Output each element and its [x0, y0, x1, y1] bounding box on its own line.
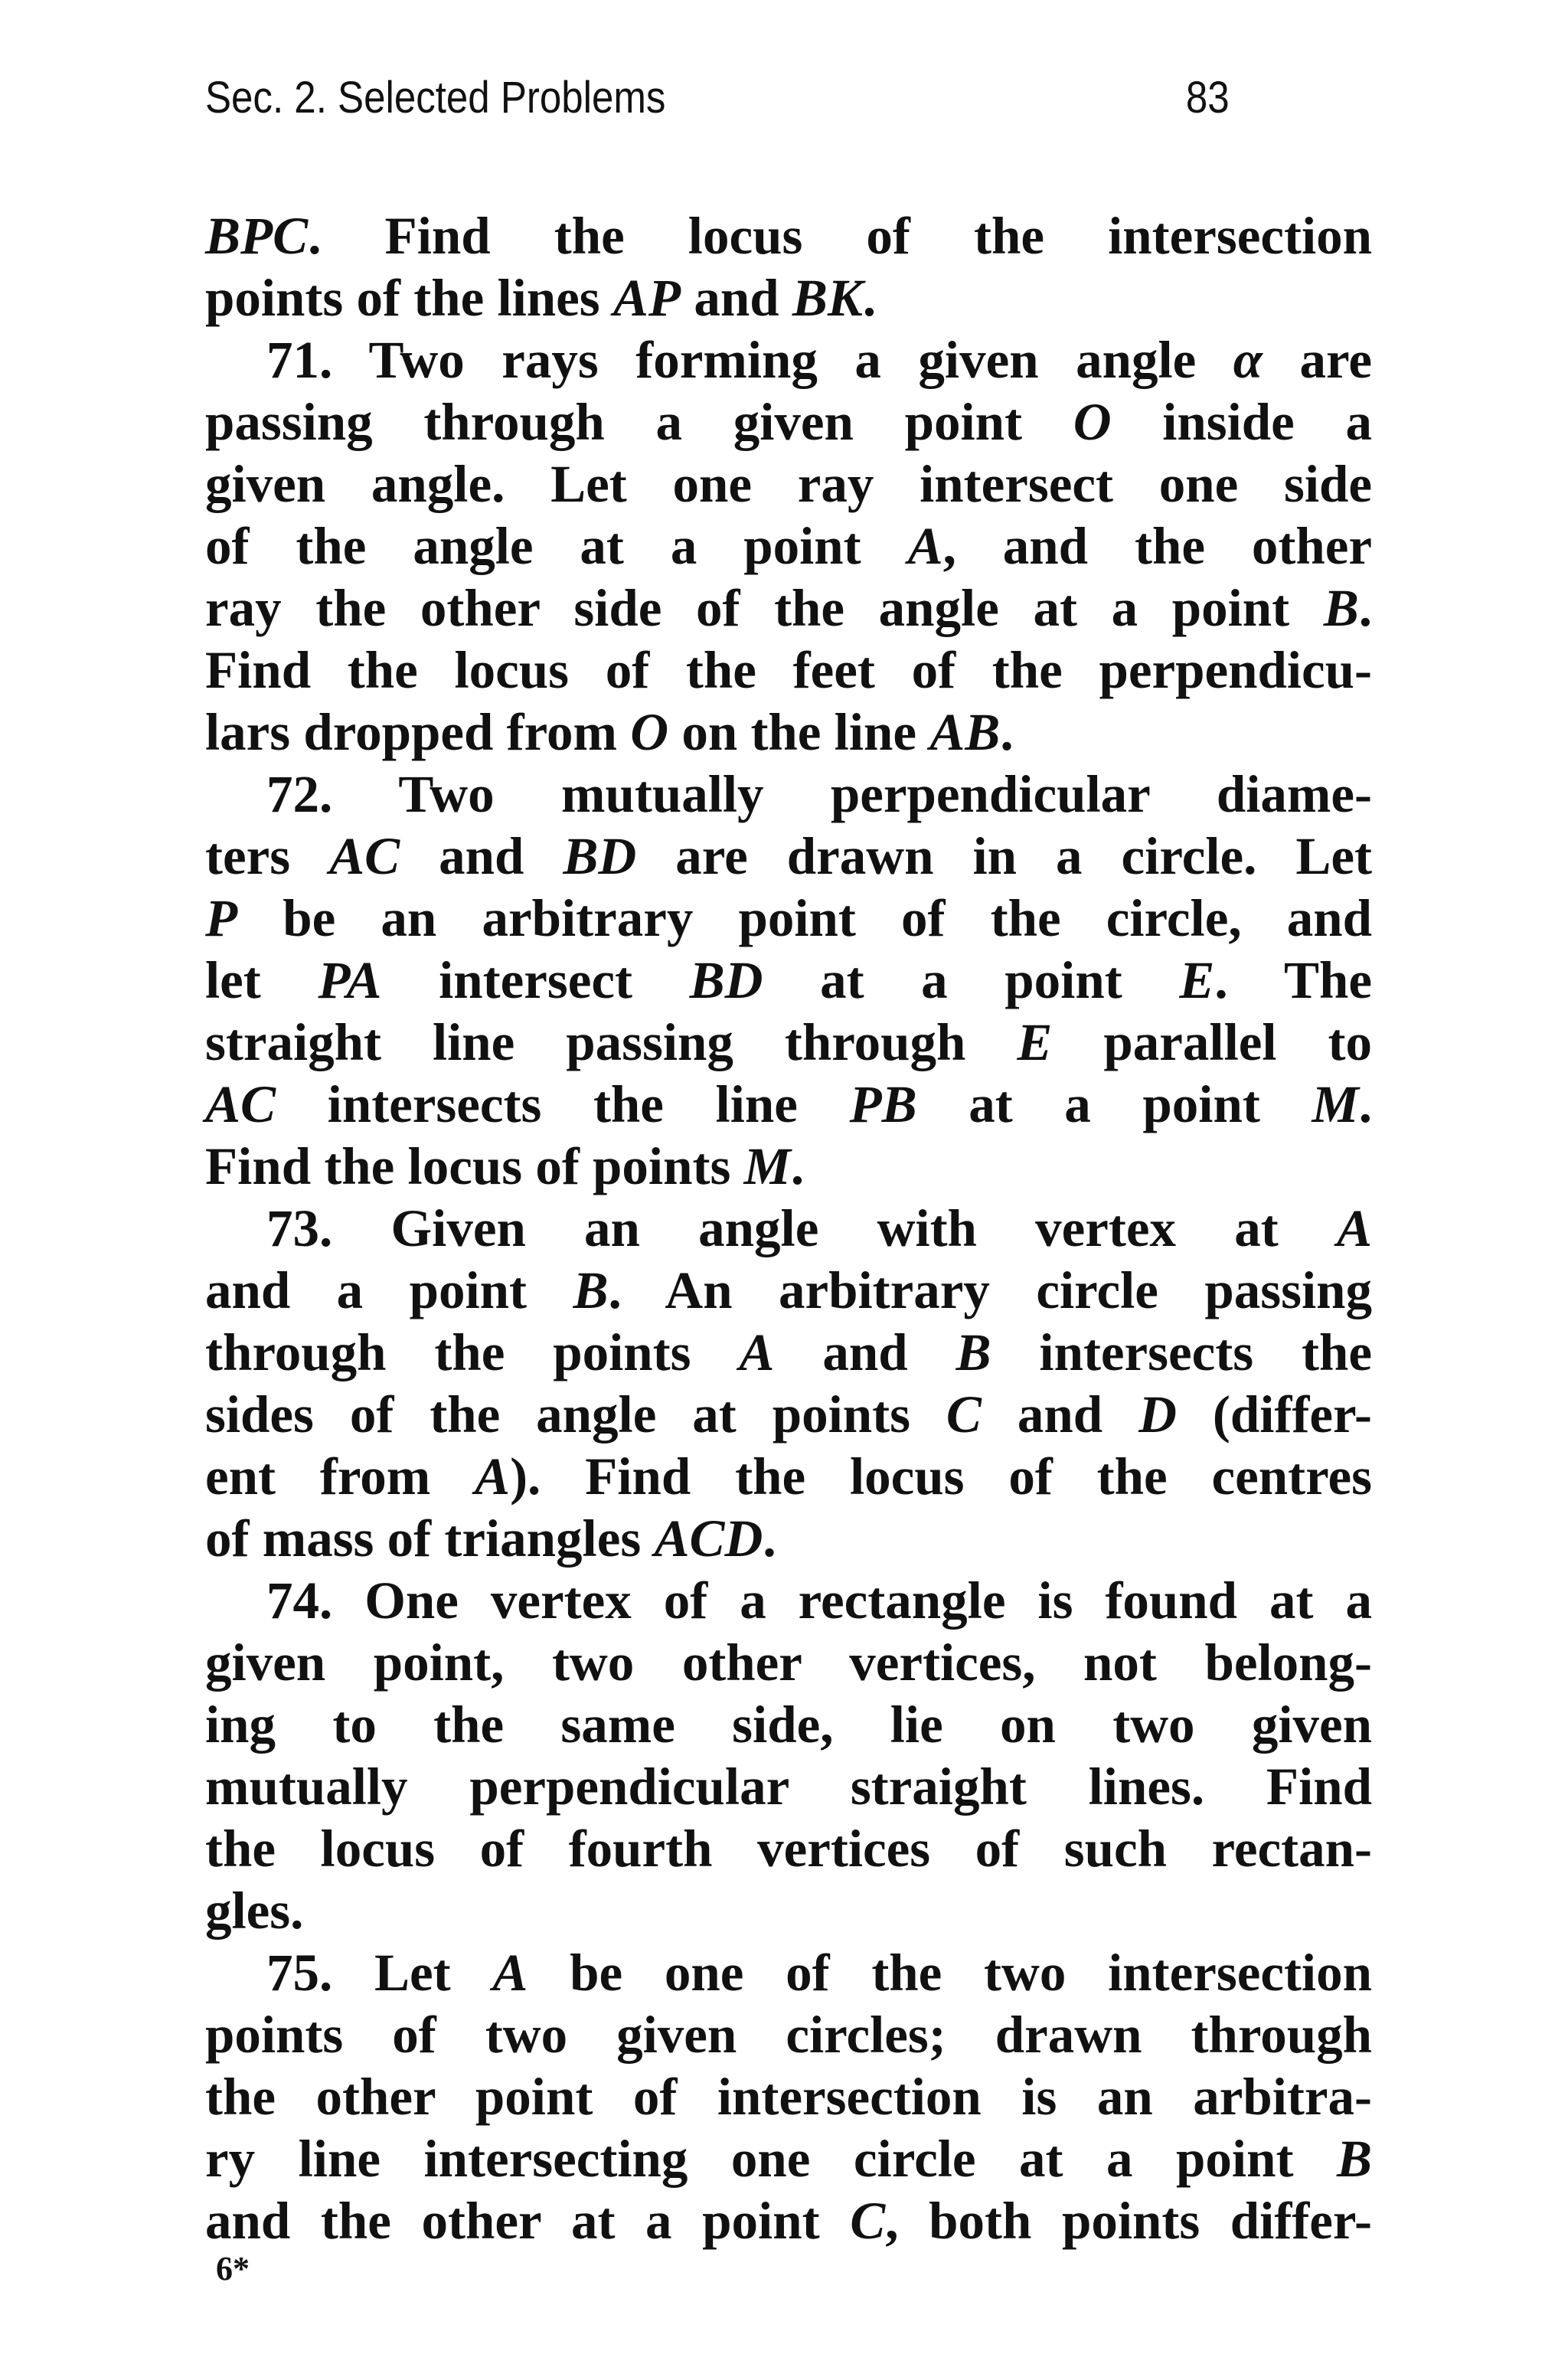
text-line: ry line intersecting one circle at a point B [205, 2130, 1372, 2188]
page-number: 83 [1185, 73, 1230, 123]
signature-mark: 6* [216, 2250, 250, 2287]
text-line: ing to the same side, lie on two given [205, 1695, 1372, 1754]
text-line: of the angle at a point A, and the other [205, 517, 1372, 575]
text-line: 73. Given an angle with vertex at A [266, 1199, 1372, 1257]
text-line: the other point of intersection is an arbitra- [205, 2068, 1372, 2126]
text-line: P be an arbitrary point of the circle, and [205, 889, 1372, 947]
text-line: and the other at a point C, both points differ- [205, 2192, 1372, 2250]
text-line: Find the locus of the feet of the perpendicu- [205, 641, 1372, 699]
text-line: ters AC and BD are drawn in a circle. Let [205, 827, 1373, 885]
text-line: let PA intersect BD at a point E. The [205, 951, 1372, 1009]
text-line: ent from A). Find the locus of the centres [205, 1447, 1372, 1506]
text-line: of mass of triangles ACD. [205, 1509, 776, 1568]
text-line: BPC. Find the locus of the intersection [205, 207, 1372, 265]
problem-text [205, 205, 1372, 2252]
text-line: points of the lines AP and BK. [205, 269, 877, 327]
section-title: Sec. 2. Selected Problems [205, 73, 666, 123]
text-line: gles. [205, 1882, 304, 1940]
text-line: AC intersects the line PB at a point M. [205, 1075, 1373, 1133]
text-line: the locus of fourth vertices of such rectan- [205, 1820, 1372, 1878]
text-line: 71. Two rays forming a given angle α are [266, 331, 1372, 389]
text-line: points of two given circles; drawn through [205, 2006, 1372, 2064]
text-line: ray the other side of the angle at a point B. [205, 579, 1372, 637]
text-line: given point, two other vertices, not belong- [205, 1633, 1372, 1692]
text-line: 72. Two mutually perpendicular diame- [266, 765, 1372, 823]
text-line: through the points A and B intersects the [205, 1323, 1372, 1381]
text-line: given angle. Let one ray intersect one side [205, 455, 1372, 513]
running-head [205, 70, 1230, 126]
text-line: straight line passing through E parallel to [205, 1013, 1372, 1071]
text-line: 74. One vertex of a rectangle is found at a [266, 1571, 1372, 1630]
text-line: and a point B. An arbitrary circle passing [205, 1261, 1372, 1319]
text-line: Find the locus of points M. [205, 1137, 805, 1195]
text-line: lars dropped from O on the line AB. [205, 703, 1014, 761]
text-line: passing through a given point O inside a [205, 393, 1373, 451]
text-line: 75. Let A be one of the two intersection [266, 1944, 1372, 2002]
text-line: mutually perpendicular straight lines. Find [205, 1757, 1372, 1816]
text-line: sides of the angle at points C and D (differ- [205, 1385, 1372, 1444]
